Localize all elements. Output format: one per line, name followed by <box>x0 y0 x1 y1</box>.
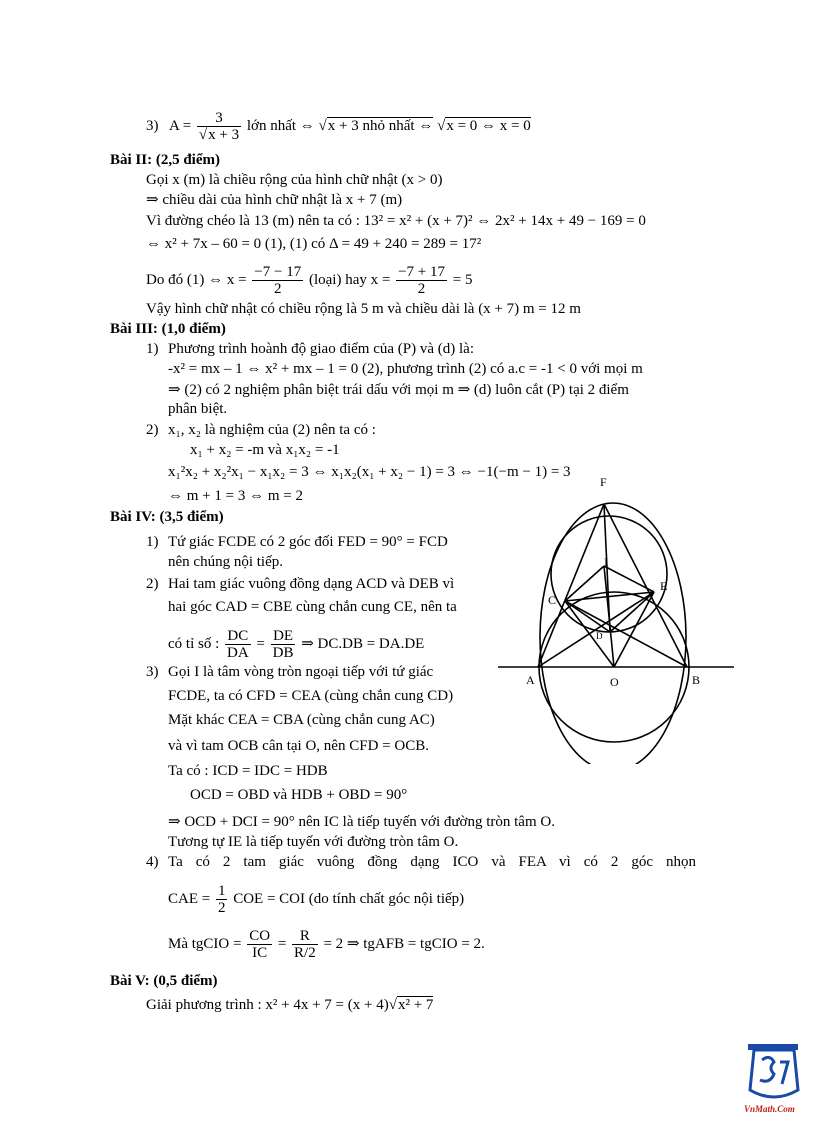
label-B: B <box>692 673 701 687</box>
angle-expression: OCD + DCI = 90° <box>184 814 295 830</box>
label-D: D <box>596 631 603 641</box>
angle-expression: ICD = IDC = HDB <box>212 763 328 779</box>
text: có tỉ số : <box>168 635 220 652</box>
text: (loại) hay x = <box>308 271 391 288</box>
angle-expression: COE = COI <box>233 890 306 907</box>
angle-expression: CFD = CEA <box>246 688 321 704</box>
angle-expression: CIO = <box>203 935 242 952</box>
numerator: 1 <box>217 883 226 899</box>
angle-expression: FED = 90° = FCD <box>337 534 448 550</box>
text-line <box>168 598 457 616</box>
denominator: R/2 <box>294 945 316 961</box>
text: Tứ giác FCDE có 2 góc đối <box>168 534 334 550</box>
text-line: Phương trình hoành độ giao điểm của (P) và (d) là: <box>168 341 474 357</box>
numerator: CO <box>249 928 271 944</box>
numerator: −7 + 17 <box>398 264 445 280</box>
label-E: E <box>660 579 668 593</box>
text-line <box>168 737 429 755</box>
line-IO <box>604 566 614 667</box>
text: nên IC là tiếp tuyến với đường tròn tâm O. <box>298 814 555 830</box>
text-line <box>168 928 485 961</box>
text-line: ⇔ m + 1 = 3 ⇔ m = 2 <box>168 488 303 504</box>
text-line: -x² = mx – 1 ⇔ x² + mx – 1 = 0 (2), phương trình (2) có a.c = -1 < 0 với mọi m <box>168 361 643 377</box>
text: Do đó (1) ⇔ x = <box>146 271 247 288</box>
text-line: Gọi x (m) là chiều rộng của hình chữ nhật (x > 0) <box>146 172 443 188</box>
denominator: 2 <box>417 281 426 297</box>
text-line <box>168 687 453 705</box>
vnmath-logo <box>740 1040 810 1118</box>
denominator: DB <box>272 645 294 661</box>
text: = 5 <box>452 271 473 288</box>
text: x + 3 nhỏ nhất ⇔ <box>327 117 434 134</box>
text: Ta có : <box>168 763 209 779</box>
fraction <box>271 628 296 661</box>
denominator: IC <box>252 945 268 961</box>
angle-expression: CAD = CBE <box>215 599 293 615</box>
denominator: 2 <box>217 900 226 916</box>
text: Giải phương trình : x² + 4x + 7 = (x + 4) <box>146 997 389 1013</box>
problem-1-3: 3) A = $\frac{3}{√x + 3}$ lớn nhất ⇔ √x + 3 nhỏ nhất ⇔ √x = 0 ⇔ x = 0 <box>146 110 531 143</box>
text-line: ⇒ (2) có 2 nghiệm phân biệt trái dấu với mọi m ⇒ (d) luôn cắt (P) tại 2 điểm <box>168 382 629 398</box>
fraction <box>396 264 447 297</box>
label-F: F <box>600 475 607 489</box>
circle-O <box>540 503 686 764</box>
line-CI <box>565 566 604 601</box>
text-line: x₁, x₂ là nghiệm của (2) nên ta có : <box>168 422 376 438</box>
angle-expression: CAE = <box>168 890 211 907</box>
denominator: √x + 3 <box>198 127 240 143</box>
fraction <box>197 110 241 143</box>
text-line: Giải phương trình : x² + 4x + 7 = (x + 4)√x² + 7 <box>146 997 434 1013</box>
fraction <box>216 883 228 916</box>
label-A: A <box>526 673 535 687</box>
numerator: −7 − 17 <box>254 264 302 280</box>
angle-expression: CFD = OCB. <box>349 738 429 754</box>
section-title: Bài IV: (3,5 điểm) <box>110 509 224 525</box>
line-EI <box>604 566 654 592</box>
geometry-figure <box>498 474 738 764</box>
numerator: 3 <box>197 110 241 127</box>
label-I: I <box>604 555 608 569</box>
item-number: 1) <box>146 341 159 357</box>
text-line <box>168 628 424 661</box>
section-title: Bài V: (0,5 điểm) <box>110 973 218 989</box>
denominator: DA <box>227 645 249 661</box>
text: ⇒ <box>168 814 181 830</box>
line-CO <box>565 601 614 667</box>
text: FCDE, ta có <box>168 688 243 704</box>
numerator: DE <box>271 628 296 645</box>
radicand: x + 3 <box>208 127 240 143</box>
label-C: C <box>548 593 557 607</box>
fraction <box>225 628 251 661</box>
text-line: x₁²x₂ + x₂²x₁ − x₁x₂ = 3 ⇔ x₁x₂(x₁ + x₂ − 1) = 3 ⇔ −1(−m − 1) = 3 <box>168 464 571 480</box>
text-line: nên chúng nội tiếp. <box>168 554 283 570</box>
line-EO <box>614 592 654 667</box>
text: cùng chắn cung CE, nên ta <box>296 599 457 615</box>
text-line: phân biệt. <box>168 401 228 417</box>
numerator: DC <box>225 628 251 645</box>
numerator: R <box>292 928 318 945</box>
angle-expression: CEA = CBA <box>227 712 304 728</box>
text-line <box>168 813 555 831</box>
logo-glyph <box>760 1057 774 1081</box>
denominator: 2 <box>274 281 282 297</box>
angle-expression: CIO = 2. <box>431 935 485 952</box>
text: (cùng chắn cung AC) <box>306 712 435 728</box>
item-number: 3) <box>146 664 159 680</box>
section-title: Bài II: (2,5 điểm) <box>110 152 220 168</box>
text-line: Gọi I là tâm vòng tròn ngoại tiếp với tứ giác <box>168 664 434 680</box>
text-line: Vì đường chéo là 13 (m) nên ta có : 13² = x² + (x + 7)² ⇔ 2x² + 14x + 49 − 169 = 0 <box>146 213 646 229</box>
fraction <box>247 928 272 961</box>
text-line: ⇒ chiều dài của hình chữ nhật là x + 7 (m) <box>146 192 403 208</box>
item-number: 1) <box>146 534 159 550</box>
text: lớn nhất ⇔ <box>246 117 315 134</box>
text-line: x₁ + x₂ = -m và x₁x₂ = -1 <box>190 442 340 458</box>
text-line <box>168 711 435 729</box>
text: ⇒ DC.DB = DA.DE <box>301 635 425 652</box>
text-line: Tương tự IE là tiếp tuyến với đường tròn tâm O. <box>168 834 459 850</box>
item-number: 2) <box>146 576 159 592</box>
text: (cùng chắn cung CD) <box>324 688 454 704</box>
text: hai góc <box>168 599 212 615</box>
logo-text: VnMath.Com <box>744 1104 795 1114</box>
item-number: 4) <box>146 854 159 870</box>
logo-glyph <box>780 1062 788 1084</box>
formula-text: A = <box>168 117 192 134</box>
fraction <box>292 928 318 961</box>
text: = <box>277 935 287 952</box>
item-number: 2) <box>146 422 159 438</box>
text-line: Hai tam giác vuông đồng dạng ACD và DEB vì <box>168 576 455 592</box>
text-line: ⇔ x² + 7x – 60 = 0 (1), (1) có Δ = 49 + 240 = 289 = 17² <box>146 236 482 252</box>
text: Mà tg <box>168 935 204 952</box>
section-title: Bài III: (1,0 điểm) <box>110 321 226 337</box>
text-line: Ta có 2 tam giác vuông đồng dạng ICO và FEA vì có 2 góc nhọn <box>168 854 696 870</box>
text: Mặt khác <box>168 712 225 728</box>
radicand: x² + 7 <box>397 997 434 1013</box>
fraction <box>252 264 303 297</box>
text-line <box>168 762 328 780</box>
text-line: Vậy hình chữ nhật có chiều rộng là 5 m và chiều dài là (x + 7) m = 12 m <box>146 301 581 317</box>
text: x = 0 ⇔ x = 0 <box>446 117 531 134</box>
text: và vì tam OCB cân tại O, nên <box>168 738 346 754</box>
text-line <box>146 264 472 297</box>
text: = 2 ⇒ tg <box>323 935 375 952</box>
text-line: OCD = OBD và HDB + OBD = 90° <box>190 787 408 803</box>
line-ED <box>610 592 654 632</box>
text: (do tính chất góc nội tiếp) <box>308 890 465 907</box>
angle-expression: AFB = tg <box>374 935 432 952</box>
text: = <box>256 635 265 652</box>
text-line <box>168 533 448 551</box>
label-O: O <box>610 675 619 689</box>
item-number: 3) <box>146 117 159 134</box>
text-line <box>168 883 464 916</box>
